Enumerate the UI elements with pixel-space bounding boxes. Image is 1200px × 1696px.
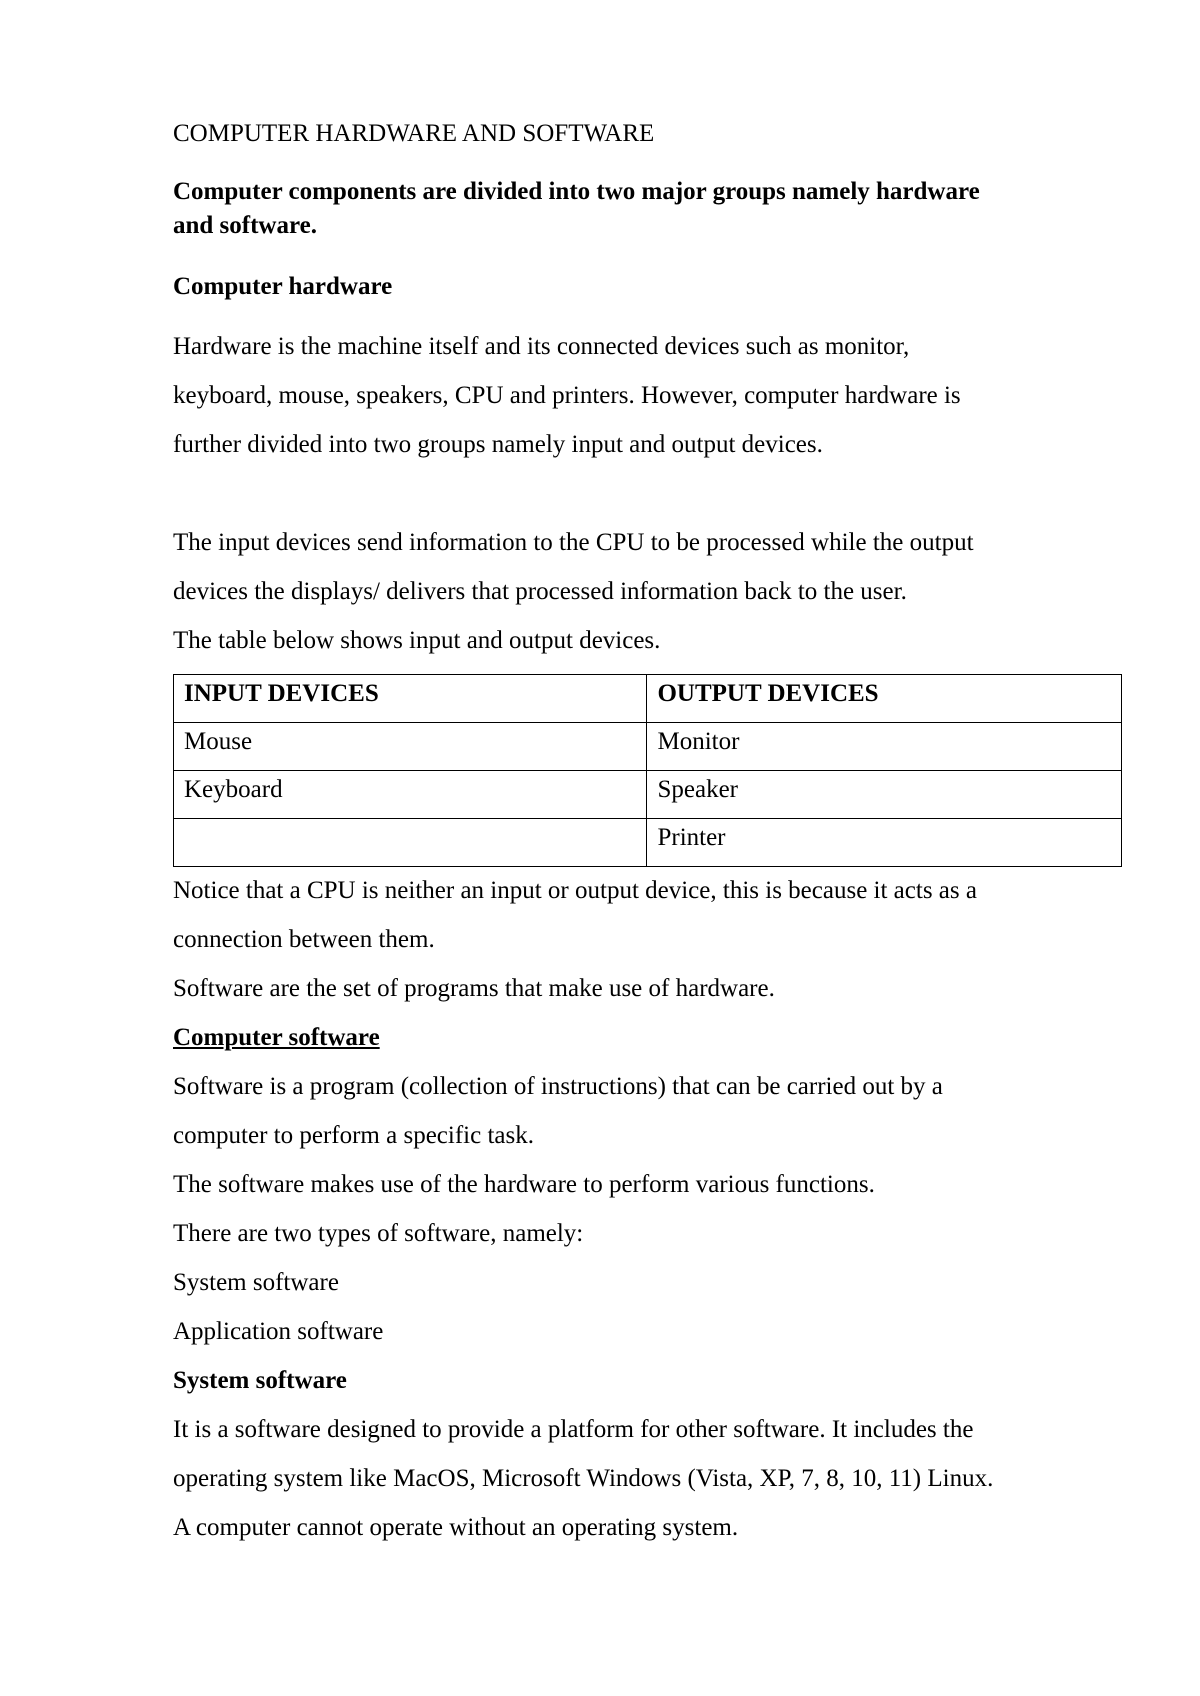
- table-cell: Mouse: [174, 723, 647, 771]
- table-row: [174, 723, 1122, 771]
- table-header-row: [174, 675, 1122, 723]
- table-row: [174, 819, 1122, 867]
- devices-table: [173, 674, 1122, 867]
- system-para-line-3: A computer cannot operate without an operating system.: [173, 1514, 739, 1541]
- table-cell: Keyboard: [174, 771, 647, 819]
- io-para-line-2: devices the displays/ delivers that processed information back to the user.: [173, 578, 907, 605]
- table-cell: Printer: [647, 819, 1122, 867]
- table-intro: The table below shows input and output devices.: [173, 627, 661, 654]
- table-header-input: INPUT DEVICES: [174, 675, 647, 723]
- system-para-line-2: operating system like MacOS, Microsoft Windows (Vista, XP, 7, 8, 10, 11) Linux.: [173, 1465, 994, 1492]
- software-uses: The software makes use of the hardware to perform various functions.: [173, 1171, 875, 1198]
- io-para-line-1: The input devices send information to the CPU to be processed while the output: [173, 529, 974, 556]
- software-para-line-1: Software is a program (collection of instructions) that can be carried out by a: [173, 1073, 943, 1100]
- hardware-para-line-2: keyboard, mouse, speakers, CPU and printers. However, computer hardware is: [173, 382, 961, 409]
- system-software-heading: System software: [173, 1367, 347, 1394]
- table-cell: Speaker: [647, 771, 1122, 819]
- table-header-output: OUTPUT DEVICES: [647, 675, 1122, 723]
- intro-line-2: and software.: [173, 212, 317, 239]
- document-title: COMPUTER HARDWARE AND SOFTWARE: [173, 120, 655, 147]
- hardware-para-line-3: further divided into two groups namely input and output devices.: [173, 431, 823, 458]
- notice-para-line-2: connection between them.: [173, 926, 435, 953]
- list-item: System software: [173, 1269, 339, 1296]
- system-para-line-1: It is a software designed to provide a platform for other software. It includes the: [173, 1416, 974, 1443]
- intro-line-1: Computer components are divided into two major groups namely hardware: [173, 178, 980, 205]
- software-definition: Software are the set of programs that make use of hardware.: [173, 975, 775, 1002]
- software-heading: Computer software: [173, 1024, 380, 1051]
- table-cell: [174, 819, 647, 867]
- types-intro: There are two types of software, namely:: [173, 1220, 584, 1247]
- hardware-heading: Computer hardware: [173, 273, 393, 300]
- list-item: Application software: [173, 1318, 384, 1345]
- notice-para-line-1: Notice that a CPU is neither an input or output device, this is because it acts as a: [173, 877, 977, 904]
- table-row: [174, 771, 1122, 819]
- hardware-para-line-1: Hardware is the machine itself and its connected devices such as monitor,: [173, 333, 910, 360]
- software-para-line-2: computer to perform a specific task.: [173, 1122, 534, 1149]
- table-cell: Monitor: [647, 723, 1122, 771]
